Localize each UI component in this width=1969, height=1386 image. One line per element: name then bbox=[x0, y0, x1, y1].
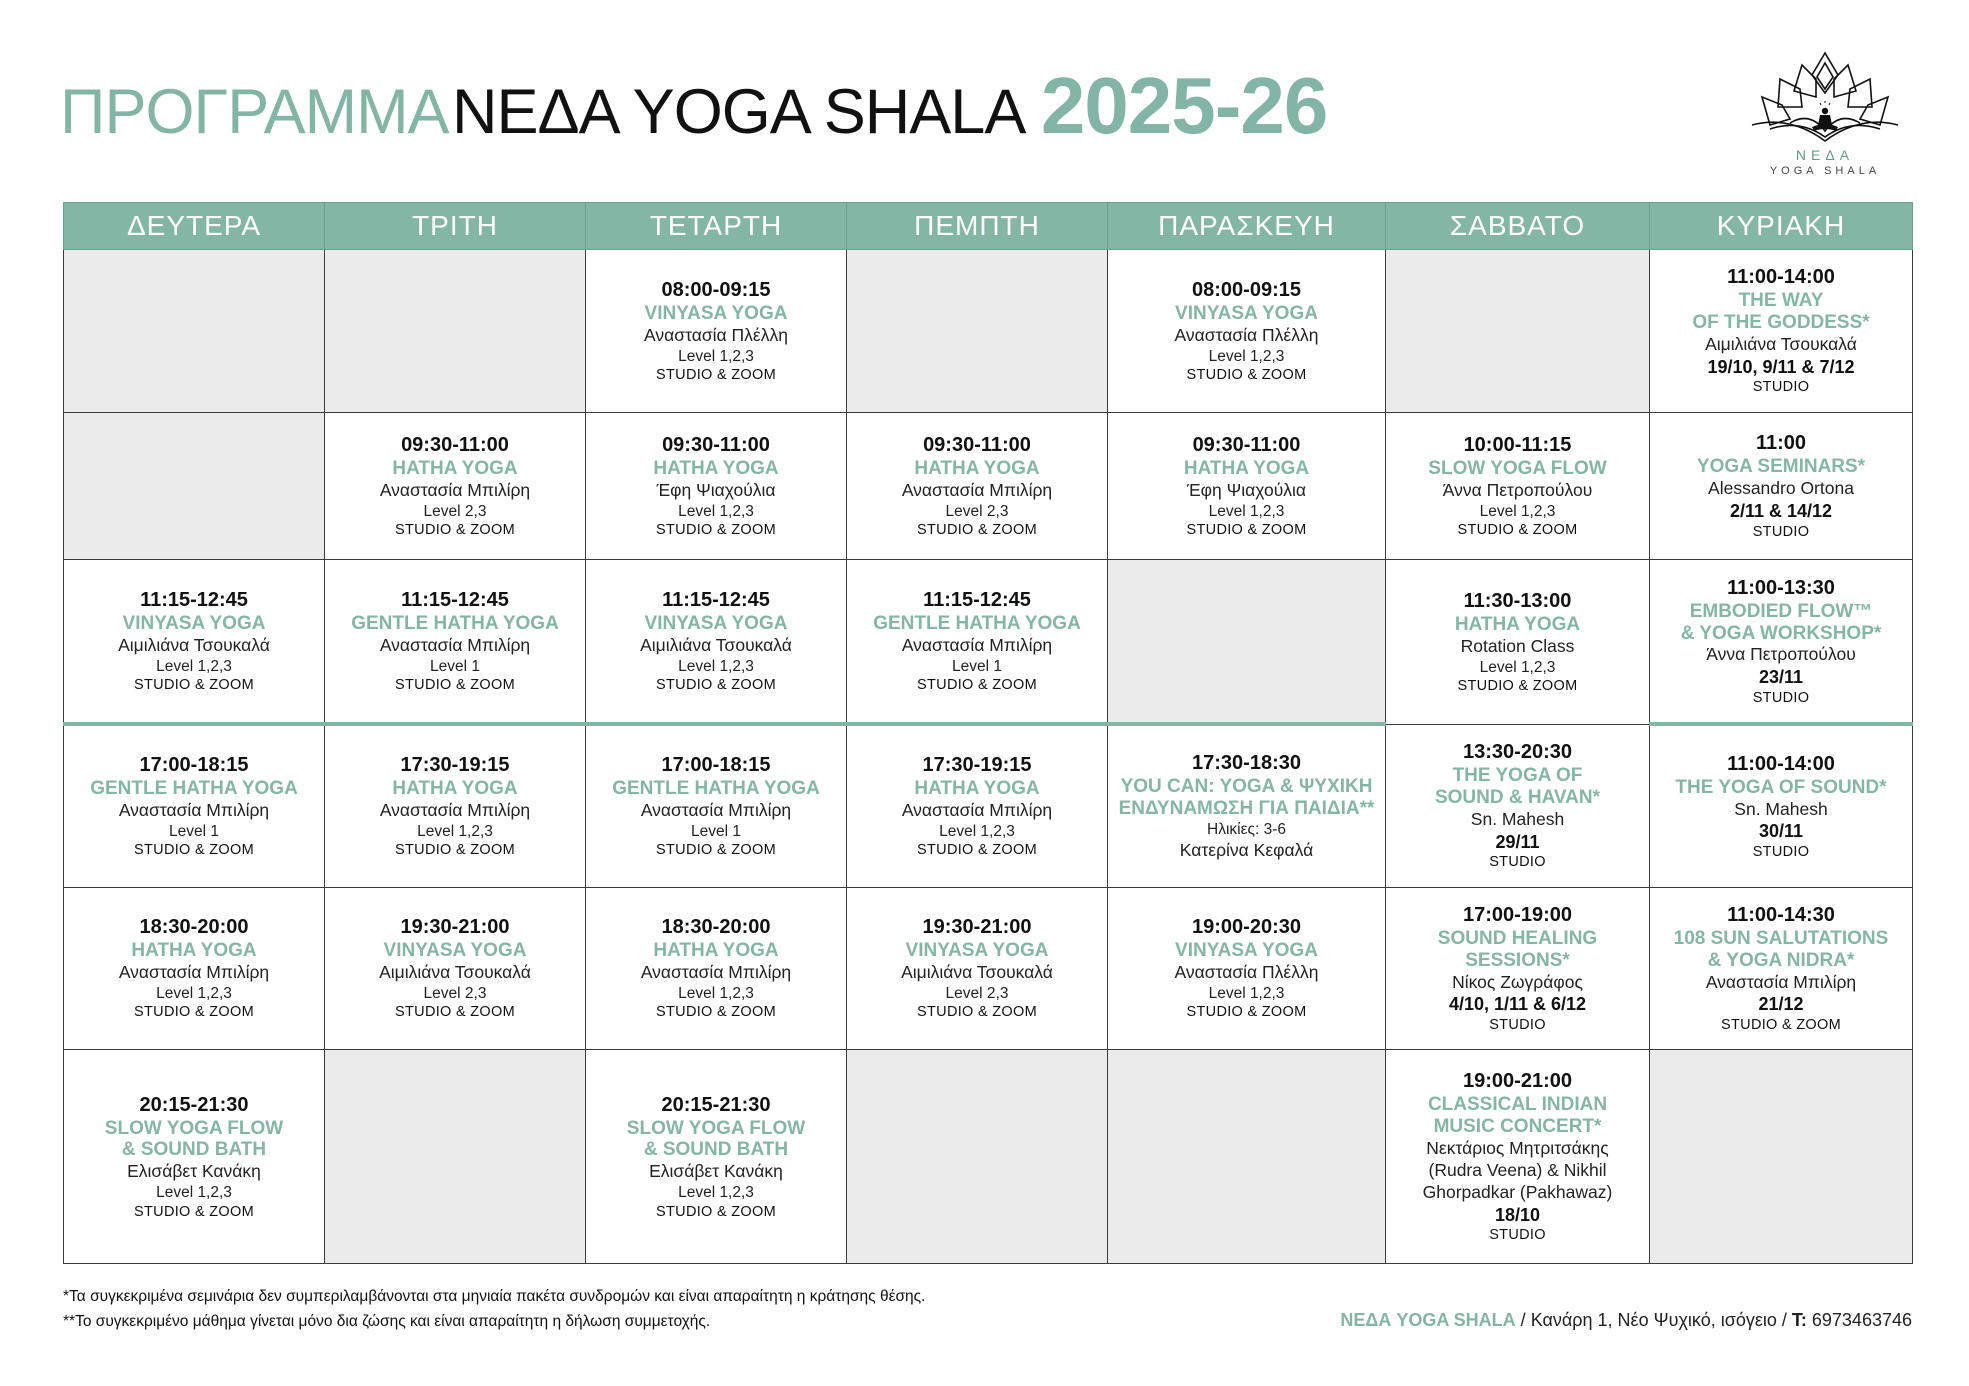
class-time: 11:15-12:45 bbox=[401, 589, 509, 612]
schedule-row bbox=[64, 250, 1913, 413]
class-level: Level 1,2,3 bbox=[1208, 347, 1285, 365]
schedule-row bbox=[64, 412, 1913, 559]
class-time: 09:30-11:00 bbox=[923, 433, 1031, 456]
instructor-name: Αναστασία Μπιλίρη bbox=[379, 479, 531, 500]
instructor-name: Αναστασία Πλέλλη bbox=[1174, 324, 1319, 345]
title-year: 2025-26 bbox=[1040, 61, 1328, 150]
class-slot bbox=[847, 724, 1108, 887]
class-name: & SOUND BATH bbox=[643, 1139, 789, 1161]
class-name: VINYASA YOGA bbox=[905, 940, 1049, 962]
class-time: 17:00-18:15 bbox=[139, 754, 249, 777]
class-slot bbox=[1386, 560, 1650, 725]
session-dates: 19/10, 9/11 & 7/12 bbox=[1707, 356, 1855, 377]
class-name: GENTLE HATHA YOGA bbox=[873, 613, 1081, 635]
class-slot bbox=[1386, 412, 1650, 559]
class-time: 19:00-21:00 bbox=[1463, 1070, 1572, 1093]
class-time: 11:00-13:30 bbox=[1727, 576, 1835, 599]
class-name: SLOW YOGA FLOW bbox=[626, 1117, 806, 1139]
instructor-name: Sn. Mahesh bbox=[1470, 808, 1565, 829]
class-level: Level 1,2,3 bbox=[678, 347, 754, 365]
instructor-name: Αναστασία Μπιλίρη bbox=[379, 800, 531, 821]
class-venue: STUDIO bbox=[1489, 1227, 1546, 1244]
day-header-row bbox=[64, 203, 1913, 250]
class-name: & YOGA WORKSHOP* bbox=[1680, 622, 1882, 644]
class-slot bbox=[847, 412, 1108, 559]
class-time: 19:00-20:30 bbox=[1192, 916, 1301, 939]
class-venue: STUDIO bbox=[1752, 379, 1810, 396]
class-time: 17:30-18:30 bbox=[1192, 752, 1301, 775]
instructor-name: Νίκος Ζωγράφος bbox=[1452, 971, 1583, 992]
logo bbox=[1725, 45, 1925, 185]
schedule-row bbox=[64, 724, 1913, 887]
title-programma: ΠΡΟΓΡΑΜΜΑ bbox=[60, 77, 449, 147]
class-venue: STUDIO & ZOOM bbox=[1186, 1004, 1307, 1021]
class-venue: STUDIO & ZOOM bbox=[656, 1004, 776, 1021]
class-time: 11:30-13:00 bbox=[1463, 589, 1572, 612]
class-slot bbox=[586, 250, 847, 413]
class-slot bbox=[64, 1050, 325, 1264]
instructor-name: Αναστασία Μπιλίρη bbox=[118, 800, 270, 821]
class-venue: STUDIO & ZOOM bbox=[1186, 366, 1307, 383]
instructor-name: (Rudra Veena) & Nikhil bbox=[1428, 1159, 1607, 1180]
class-time: 18:30-20:00 bbox=[139, 916, 249, 939]
class-slot bbox=[1386, 887, 1650, 1050]
class-level: Level 2,3 bbox=[945, 985, 1009, 1003]
class-time: 18:30-20:00 bbox=[661, 916, 771, 939]
address-line bbox=[1340, 1310, 1912, 1331]
class-name: HATHA YOGA bbox=[653, 940, 779, 962]
class-name: HATHA YOGA bbox=[914, 457, 1040, 479]
class-name: SOUND HEALING bbox=[1437, 927, 1598, 949]
class-name: HATHA YOGA bbox=[1183, 457, 1310, 479]
class-slot bbox=[1108, 250, 1386, 413]
class-time: 20:15-21:30 bbox=[139, 1093, 249, 1116]
class-name: GENTLE HATHA YOGA bbox=[612, 778, 820, 800]
class-name: HATHA YOGA bbox=[914, 778, 1040, 800]
class-time: 09:30-11:00 bbox=[662, 433, 770, 456]
address-separator: / bbox=[1515, 1310, 1531, 1330]
class-venue: STUDIO & ZOOM bbox=[656, 677, 776, 694]
class-time: 11:15-12:45 bbox=[923, 589, 1031, 612]
empty-slot bbox=[1108, 560, 1386, 725]
instructor-name: Ελισάβετ Κανάκη bbox=[649, 1161, 783, 1182]
class-level: Level 1,2,3 bbox=[678, 1184, 754, 1202]
class-venue: STUDIO & ZOOM bbox=[656, 366, 776, 383]
class-level: Level 1,2,3 bbox=[939, 823, 1015, 841]
class-level: Level 1 bbox=[430, 657, 480, 675]
empty-slot bbox=[64, 412, 325, 559]
class-level: Level 1,2,3 bbox=[156, 985, 232, 1003]
class-level: Level 2,3 bbox=[423, 502, 487, 520]
class-slot bbox=[64, 887, 325, 1050]
class-slot bbox=[847, 887, 1108, 1050]
class-slot bbox=[1650, 887, 1913, 1050]
class-name: OF THE GODDESS* bbox=[1692, 312, 1870, 334]
day-header: ΠΕΜΠΤΗ bbox=[847, 203, 1108, 250]
class-name: SLOW YOGA FLOW bbox=[104, 1117, 284, 1139]
schedule-row bbox=[64, 887, 1913, 1050]
class-slot bbox=[586, 1050, 847, 1264]
empty-slot bbox=[847, 1050, 1108, 1264]
class-venue: STUDIO & ZOOM bbox=[917, 522, 1037, 538]
logo-subtitle: YOGA SHALA bbox=[1769, 165, 1881, 177]
empty-slot bbox=[1650, 1050, 1913, 1264]
class-venue: STUDIO & ZOOM bbox=[917, 842, 1037, 859]
class-time: 11:15-12:45 bbox=[140, 589, 248, 612]
class-level: Level 1,2,3 bbox=[156, 1184, 232, 1202]
instructor-name: Αναστασία Μπιλίρη bbox=[118, 962, 270, 983]
class-name: THE YOGA OF bbox=[1452, 765, 1583, 787]
class-time: 10:00-11:15 bbox=[1463, 433, 1572, 456]
class-name: SOUND & HAVAN* bbox=[1434, 786, 1601, 808]
day-header: ΣΑΒΒΑΤΟ bbox=[1386, 203, 1650, 250]
class-level: Level 1,2,3 bbox=[417, 823, 493, 841]
class-venue: STUDIO & ZOOM bbox=[1721, 1016, 1841, 1033]
class-time: 17:00-18:15 bbox=[661, 754, 771, 777]
class-slot bbox=[1650, 250, 1913, 413]
instructor-name: Αναστασία Μπιλίρη bbox=[379, 635, 531, 655]
class-venue: STUDIO & ZOOM bbox=[656, 842, 776, 859]
class-venue: STUDIO & ZOOM bbox=[395, 522, 515, 538]
session-dates: 23/11 bbox=[1758, 667, 1804, 688]
instructor-name: Αναστασία Μπιλίρη bbox=[901, 800, 1053, 821]
instructor-name: Έφη Ψιαχούλια bbox=[656, 479, 776, 500]
address-street: Κανάρη 1, Νέο Ψυχικό, ισόγειο bbox=[1530, 1310, 1777, 1330]
session-dates: 30/11 bbox=[1758, 821, 1804, 842]
class-time: 08:00-09:15 bbox=[1192, 278, 1301, 301]
class-slot bbox=[1108, 412, 1386, 559]
instructor-name: Αναστασία Μπιλίρη bbox=[640, 962, 792, 983]
class-venue: STUDIO & ZOOM bbox=[656, 1203, 776, 1220]
class-venue: STUDIO & ZOOM bbox=[917, 677, 1037, 694]
instructor-name: Αναστασία Μπιλίρη bbox=[640, 800, 792, 821]
class-slot bbox=[586, 560, 847, 725]
logo-name: ΝΕΔΑ bbox=[1795, 147, 1855, 163]
class-level: Level 1,2,3 bbox=[1479, 502, 1556, 520]
class-venue: STUDIO & ZOOM bbox=[134, 1203, 254, 1220]
class-venue: STUDIO & ZOOM bbox=[395, 677, 515, 694]
class-time: 17:30-19:15 bbox=[922, 754, 1032, 777]
schedule-body bbox=[64, 250, 1913, 1264]
class-slot bbox=[1108, 724, 1386, 887]
class-slot bbox=[1650, 724, 1913, 887]
class-venue: STUDIO bbox=[1489, 1016, 1546, 1033]
class-level: Level 1 bbox=[691, 823, 741, 841]
class-name: THE YOGA OF SOUND* bbox=[1675, 776, 1887, 798]
class-level: Level 1,2,3 bbox=[1479, 658, 1556, 676]
instructor-name: Αιμιλιάνα Τσουκαλά bbox=[379, 962, 531, 983]
class-venue: STUDIO bbox=[1752, 689, 1810, 706]
class-name: HATHA YOGA bbox=[653, 457, 779, 479]
day-header: ΔΕΥΤΕΡΑ bbox=[64, 203, 325, 250]
class-time: 11:15-12:45 bbox=[662, 589, 770, 612]
class-name: VINYASA YOGA bbox=[1175, 302, 1318, 324]
class-time: 11:00-14:00 bbox=[1727, 752, 1835, 775]
class-level: Level 1,2,3 bbox=[678, 985, 754, 1003]
instructor-name: Alessandro Ortona bbox=[1708, 478, 1854, 499]
class-name: THE WAY bbox=[1738, 290, 1824, 312]
instructor-name: Αιμιλιάνα Τσουκαλά bbox=[901, 962, 1053, 983]
class-name: HATHA YOGA bbox=[1454, 613, 1581, 635]
instructor-name: Rotation Class bbox=[1460, 635, 1575, 656]
class-time: 09:30-11:00 bbox=[401, 433, 509, 456]
class-slot bbox=[325, 412, 586, 559]
class-venue: STUDIO & ZOOM bbox=[134, 1004, 254, 1021]
instructor-name: Αναστασία Μπιλίρη bbox=[1705, 971, 1857, 992]
class-time: 11:00-14:30 bbox=[1727, 903, 1835, 926]
instructor-name: Άννα Πετροπούλου bbox=[1706, 644, 1856, 665]
page-title bbox=[60, 60, 1327, 152]
instructor-name: Αιμιλιάνα Τσουκαλά bbox=[640, 635, 792, 655]
address-separator: / bbox=[1776, 1310, 1792, 1330]
schedule-row bbox=[64, 1050, 1913, 1264]
class-slot bbox=[586, 724, 847, 887]
class-slot bbox=[1386, 724, 1650, 887]
class-slot bbox=[325, 887, 586, 1050]
footnote-in-person: **Το συγκεκριμένο μάθημα γίνεται μόνο δια ζώσης και είναι απαραίτητη η δήλωση συμμετοχής. bbox=[63, 1313, 711, 1330]
title-studio-name: ΝΕΔΑ YOGA SHALA bbox=[452, 77, 1026, 147]
class-venue: STUDIO & ZOOM bbox=[1457, 678, 1578, 694]
class-level: Level 1 bbox=[952, 657, 1002, 675]
class-name: YOGA SEMINARS* bbox=[1696, 456, 1866, 478]
class-level: Level 1,2,3 bbox=[678, 502, 754, 520]
class-slot bbox=[325, 560, 586, 725]
class-venue: STUDIO & ZOOM bbox=[1186, 522, 1307, 538]
class-name: HATHA YOGA bbox=[392, 778, 518, 800]
class-venue: STUDIO & ZOOM bbox=[395, 1004, 515, 1021]
empty-slot bbox=[1386, 250, 1650, 413]
empty-slot bbox=[64, 250, 325, 413]
class-venue: STUDIO & ZOOM bbox=[134, 677, 254, 694]
class-name: & YOGA NIDRA* bbox=[1707, 949, 1855, 971]
instructor-name: Ghorpadkar (Pakhawaz) bbox=[1422, 1181, 1613, 1202]
class-name: & SOUND BATH bbox=[121, 1139, 267, 1161]
empty-slot bbox=[325, 250, 586, 413]
class-name: EMBODIED FLOW™ bbox=[1689, 600, 1873, 622]
class-venue: STUDIO bbox=[1489, 854, 1546, 871]
address-brand: ΝΕΔΑ YOGA SHALA bbox=[1340, 1310, 1516, 1330]
phone-label: T: bbox=[1791, 1310, 1807, 1330]
class-venue: STUDIO & ZOOM bbox=[1457, 522, 1578, 538]
class-slot bbox=[586, 412, 847, 559]
class-time: 08:00-09:15 bbox=[661, 278, 771, 301]
class-name: VINYASA YOGA bbox=[644, 613, 788, 635]
session-dates: 2/11 & 14/12 bbox=[1729, 501, 1833, 522]
class-venue: STUDIO & ZOOM bbox=[395, 842, 515, 859]
class-name: YOU CAN: YOGA & ΨΥΧΙΚΗ bbox=[1120, 776, 1373, 798]
class-time: 20:15-21:30 bbox=[661, 1093, 771, 1116]
footnote-seminars: *Τα συγκεκριμένα σεμινάρια δεν συμπεριλαμβάνονται στα μηνιαία πακέτα συνδρομών και είναι απαραίτητη η κράτησης θέσης. bbox=[63, 1288, 926, 1305]
class-slot bbox=[586, 887, 847, 1050]
class-slot bbox=[64, 724, 325, 887]
class-name: HATHA YOGA bbox=[131, 940, 257, 962]
session-dates: 29/11 bbox=[1495, 831, 1540, 852]
instructor-name: Αναστασία Μπιλίρη bbox=[901, 479, 1053, 500]
session-dates: 18/10 bbox=[1494, 1204, 1541, 1225]
class-time: 11:00-14:00 bbox=[1727, 266, 1835, 289]
instructor-name: Νεκτάριος Μητριτσάκης bbox=[1426, 1137, 1609, 1158]
class-time: 17:30-19:15 bbox=[400, 754, 510, 777]
age-range: Ηλικίες: 3-6 bbox=[1207, 821, 1286, 839]
class-venue: STUDIO bbox=[1752, 843, 1810, 860]
class-name: GENTLE HATHA YOGA bbox=[90, 778, 298, 800]
class-time: 09:30-11:00 bbox=[1192, 433, 1301, 456]
class-slot bbox=[64, 560, 325, 725]
session-dates: 21/12 bbox=[1758, 994, 1804, 1015]
class-name: SESSIONS* bbox=[1465, 949, 1570, 971]
class-slot bbox=[1386, 1050, 1650, 1264]
instructor-name: Αιμιλιάνα Τσουκαλά bbox=[118, 635, 270, 655]
class-time: 19:30-21:00 bbox=[922, 916, 1032, 939]
session-dates: 4/10, 1/11 & 6/12 bbox=[1448, 994, 1587, 1015]
class-level: Level 2,3 bbox=[423, 985, 487, 1003]
empty-slot bbox=[325, 1050, 586, 1264]
class-venue: STUDIO & ZOOM bbox=[134, 842, 254, 859]
class-name: HATHA YOGA bbox=[392, 457, 518, 479]
class-name: VINYASA YOGA bbox=[122, 613, 266, 635]
class-time: 11:00 bbox=[1755, 432, 1807, 455]
class-slot bbox=[325, 724, 586, 887]
class-name: ΕΝΔΥΝΑΜΩΣΗ ΓΙΑ ΠΑΙΔΙΑ** bbox=[1118, 798, 1375, 820]
class-name: VINYASA YOGA bbox=[644, 302, 788, 324]
day-header: ΤΡΙΤΗ bbox=[325, 203, 586, 250]
class-venue: STUDIO & ZOOM bbox=[917, 1004, 1037, 1021]
class-level: Level 2,3 bbox=[945, 502, 1009, 520]
class-time: 17:00-19:00 bbox=[1463, 903, 1572, 926]
schedule-row bbox=[64, 560, 1913, 725]
class-level: Level 1,2,3 bbox=[678, 657, 754, 675]
empty-slot bbox=[1108, 1050, 1386, 1264]
instructor-name: Αναστασία Πλέλλη bbox=[644, 324, 788, 345]
instructor-name: Κατερίνα Κεφαλά bbox=[1179, 839, 1314, 860]
class-time: 13:30-20:30 bbox=[1463, 741, 1572, 764]
instructor-name: Έφη Ψιαχούλια bbox=[1186, 479, 1307, 500]
instructor-name: Αναστασία Μπιλίρη bbox=[901, 635, 1053, 655]
class-name: SLOW YOGA FLOW bbox=[1428, 457, 1607, 479]
instructor-name: Αιμιλιάνα Τσουκαλά bbox=[1705, 333, 1857, 354]
class-level: Level 1,2,3 bbox=[1208, 985, 1285, 1003]
class-time: 19:30-21:00 bbox=[400, 916, 510, 939]
class-level: Level 1,2,3 bbox=[1208, 502, 1285, 520]
class-slot bbox=[1650, 412, 1913, 559]
class-name: CLASSICAL INDIAN bbox=[1427, 1094, 1608, 1116]
class-slot bbox=[1650, 560, 1913, 725]
instructor-name: Άννα Πετροπούλου bbox=[1442, 479, 1593, 500]
class-name: VINYASA YOGA bbox=[1175, 940, 1318, 962]
class-name: VINYASA YOGA bbox=[383, 940, 527, 962]
class-level: Level 1,2,3 bbox=[156, 657, 232, 675]
class-slot bbox=[847, 560, 1108, 725]
empty-slot bbox=[847, 250, 1108, 413]
class-name: MUSIC CONCERT* bbox=[1433, 1116, 1602, 1138]
day-header: ΠΑΡΑΣΚΕΥΗ bbox=[1108, 203, 1386, 250]
lotus-meditation-icon bbox=[1750, 45, 1900, 145]
class-slot bbox=[1108, 887, 1386, 1050]
instructor-name: Sn. Mahesh bbox=[1734, 798, 1828, 819]
day-header: ΚΥΡΙΑΚΗ bbox=[1650, 203, 1913, 250]
phone-number: 6973463746 bbox=[1806, 1310, 1912, 1330]
instructor-name: Αναστασία Πλέλλη bbox=[1174, 962, 1319, 983]
day-header: ΤΕΤΑΡΤΗ bbox=[586, 203, 847, 250]
instructor-name: Ελισάβετ Κανάκη bbox=[127, 1161, 261, 1182]
class-level: Level 1 bbox=[169, 823, 219, 841]
class-name: GENTLE HATHA YOGA bbox=[351, 613, 559, 635]
schedule-table bbox=[63, 202, 1913, 1264]
class-name: 108 SUN SALUTATIONS bbox=[1673, 927, 1889, 949]
class-venue: STUDIO bbox=[1752, 523, 1810, 540]
class-venue: STUDIO & ZOOM bbox=[656, 522, 776, 538]
